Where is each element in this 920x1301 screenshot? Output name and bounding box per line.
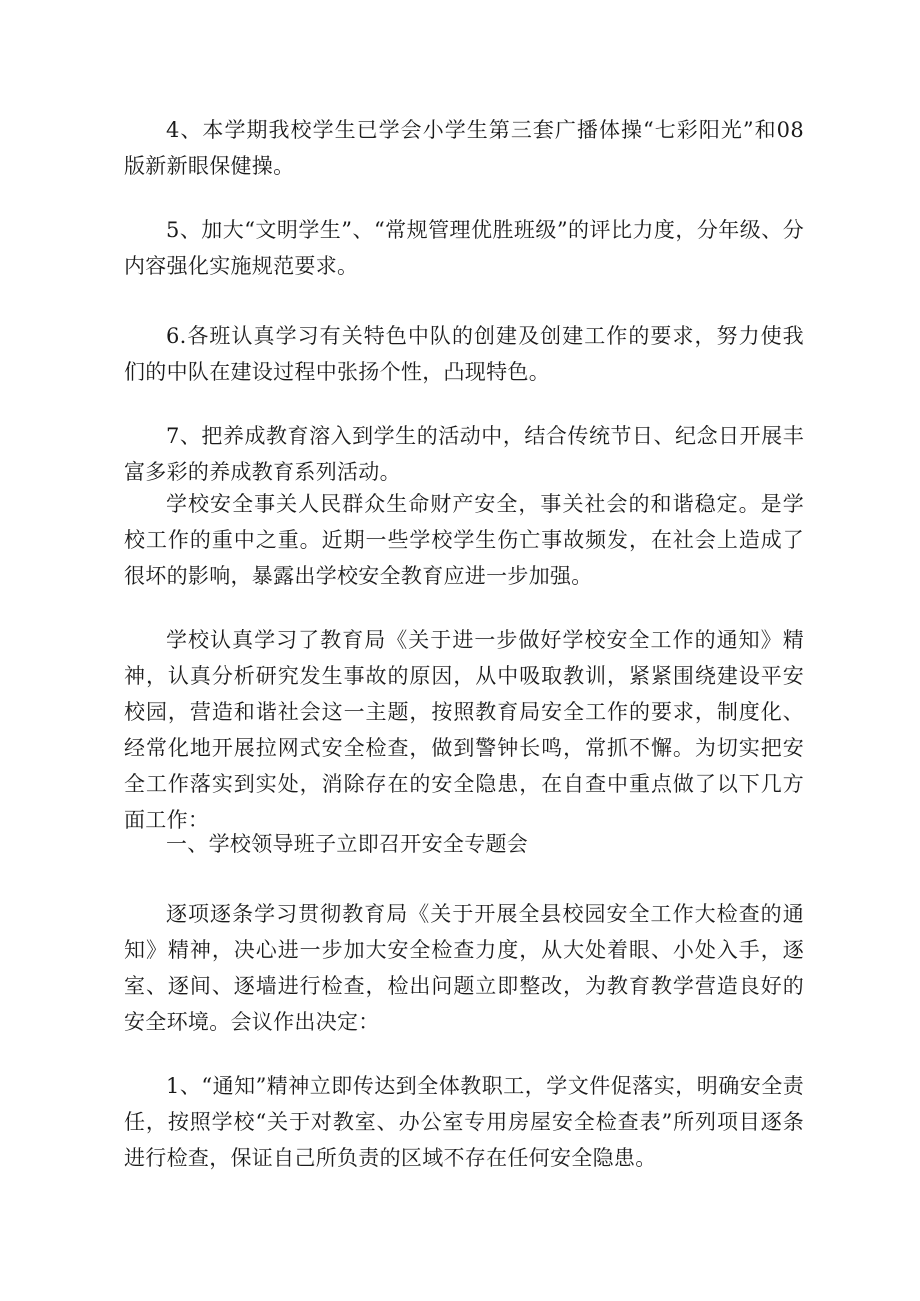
paragraph-item-6: 6.各班认真学习有关特色中队的创建及创建工作的要求，努力使我们的中队在建设过程中张扬个性，凸现特色。: [124, 324, 804, 384]
paragraph-item-4: 4、本学期我校学生已学会小学生第三套广播体操“七彩阳光”和08版新新眼保健操。: [124, 118, 804, 178]
paragraph-item-5: 5、加大“文明学生”、“常规管理优胜班级”的评比力度，分年级、分内容强化实施规范要求。: [124, 218, 804, 278]
paragraph-school-safety: 学校安全事关人民群众生命财产安全，事关社会的和谐稳定。是学校工作的重中之重。近期一些学校学生伤亡事故频发，在社会上造成了很坏的影响，暴露出学校安全教育应进一步加强。: [124, 492, 804, 588]
paragraph-study-notice: 学校认真学习了教育局《关于进一步做好学校安全工作的通知》精神，认真分析研究发生事故的原因，从中吸取教训，紧紧围绕建设平安校园，营造和谐社会这一主题，按照教育局安全工作的要求，制度化、经常化地开展拉网式安全检查，做到警钟长鸣，常抓不懈。为切实把安全工作落实到实处，消除存在的安全隐患，在自查中重点做了以下几方面工作：: [124, 628, 804, 832]
paragraph-study-implementation: 逐项逐条学习贯彻教育局《关于开展全县校园安全工作大检查的通知》精神，决心进一步加大安全检查力度，从大处着眼、小处入手，逐室、逐间、逐墙进行检查，检出问题立即整改，为教育教学营造良好的安全环境。会议作出决定：: [124, 902, 804, 1034]
paragraph-item-7: 7、把养成教育溶入到学生的活动中，结合传统节日、纪念日开展丰富多彩的养成教育系列活动。: [124, 424, 804, 484]
section-heading-1: 一、学校领导班子立即召开安全专题会: [166, 832, 529, 856]
paragraph-decision-1: 1、“通知”精神立即传达到全体教职工，学文件促落实，明确安全责任，按照学校“关于对教室、办公室专用房屋安全检查表”所列项目逐条进行检查，保证自己所负责的区域不存在任何安全隐患。: [124, 1074, 804, 1170]
